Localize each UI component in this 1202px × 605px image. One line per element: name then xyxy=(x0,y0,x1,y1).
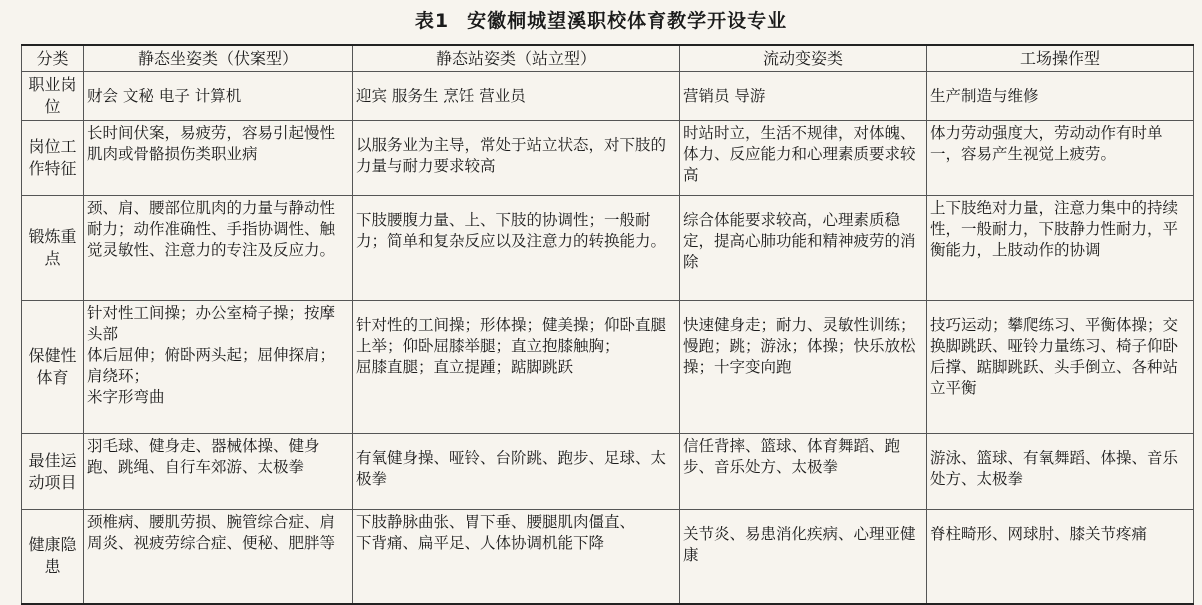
row-label-training-focus: 锻炼重点 xyxy=(22,196,84,301)
row-label-health-risks: 健康隐患 xyxy=(22,510,84,604)
header-category: 分类 xyxy=(22,45,84,72)
row-label-occupation: 职业岗位 xyxy=(22,72,84,121)
table-cell: 脊柱畸形、网球肘、膝关节疼痛 xyxy=(927,510,1194,604)
table-title: 安徽桐城望溪职校体育教学开设专业 xyxy=(467,10,788,32)
table-row xyxy=(22,196,1194,301)
table-row xyxy=(22,301,1194,434)
header-mobile-posture: 流动变姿类 xyxy=(680,45,927,72)
table-cell: 颈、肩、腰部位肌肉的力量与静动性耐力；动作准确性、手指协调性、触觉灵敏性、注意力的专注及反应力。 xyxy=(84,196,353,301)
header-row xyxy=(22,45,1194,72)
table-cell: 针对性的工间操；形体操；健美操；仰卧直腿上举；仰卧屈膝举腿；直立抱膝触胸； 屈膝直腿；直立提踵；踮脚跳跃 xyxy=(353,301,680,434)
row-label-job-features: 岗位工作特征 xyxy=(22,121,84,196)
table-cell: 针对性工间操；办公室椅子操；按摩头部 体后屈伸；俯卧两头起；屈伸探肩；肩绕环； 米字形弯曲 xyxy=(84,301,353,434)
table-cell: 财会 文秘 电子 计算机 xyxy=(84,72,353,121)
table-number: 表1 xyxy=(414,10,450,32)
header-standing-static: 静态站姿类（站立型） xyxy=(353,45,680,72)
row-label-best-sports: 最佳运动项目 xyxy=(22,434,84,510)
specialty-table xyxy=(21,44,1194,605)
table-row xyxy=(22,510,1194,604)
header-workshop-operation: 工场操作型 xyxy=(927,45,1194,72)
table-cell: 时站时立，生活不规律，对体魄、体力、反应能力和心理素质要求较高 xyxy=(680,121,927,196)
table-cell: 快速健身走；耐力、灵敏性训练；慢跑；跳；游泳；体操；快乐放松操；十字变向跑 xyxy=(680,301,927,434)
table-row xyxy=(22,72,1194,121)
table-row xyxy=(22,121,1194,196)
table-cell: 综合体能要求较高，心理素质稳定，提高心肺功能和精神疲劳的消除 xyxy=(680,196,927,301)
table-cell: 下肢腰腹力量、上、下肢的协调性；一般耐力；简单和复杂反应以及注意力的转换能力。 xyxy=(353,196,680,301)
table-cell: 信任背摔、篮球、体育舞蹈、跑步、音乐处方、太极拳 xyxy=(680,434,927,510)
table-cell: 下肢静脉曲张、胃下垂、腰腿肌肉僵直、 下背痛、扁平足、人体协调机能下降 xyxy=(353,510,680,604)
table-cell: 迎宾 服务生 烹饪 营业员 xyxy=(353,72,680,121)
table-row xyxy=(22,434,1194,510)
table-cell: 以服务业为主导，常处于站立状态，对下肢的力量与耐力要求较高 xyxy=(353,121,680,196)
table-cell: 长时间伏案，易疲劳，容易引起慢性肌肉或骨骼损伤类职业病 xyxy=(84,121,353,196)
table-cell: 有氧健身操、哑铃、台阶跳、跑步、足球、太极拳 xyxy=(353,434,680,510)
table-cell: 营销员 导游 xyxy=(680,72,927,121)
header-seated-static: 静态坐姿类（伏案型） xyxy=(84,45,353,72)
table-cell: 上下肢绝对力量，注意力集中的持续性，一般耐力，下肢静力性耐力，平衡能力，上肢动作的协调 xyxy=(927,196,1194,301)
table-caption xyxy=(0,6,1202,33)
table-cell: 技巧运动；攀爬练习、平衡体操；交换脚跳跃、哑铃力量练习、椅子仰卧后撑、踮脚跳跃、头手倒立、各种站立平衡 xyxy=(927,301,1194,434)
table-cell: 颈椎病、腰肌劳损、腕管综合症、肩周炎、视疲劳综合症、便秘、肥胖等 xyxy=(84,510,353,604)
row-label-health-pe: 保健性体育 xyxy=(22,301,84,434)
table-cell: 生产制造与维修 xyxy=(927,72,1194,121)
table-cell: 游泳、篮球、有氧舞蹈、体操、音乐处方、太极拳 xyxy=(927,434,1194,510)
table-cell: 羽毛球、健身走、器械体操、健身跑、跳绳、自行车郊游、太极拳 xyxy=(84,434,353,510)
table-cell: 体力劳动强度大，劳动动作有时单一，容易产生视觉上疲劳。 xyxy=(927,121,1194,196)
table-cell: 关节炎、易患消化疾病、心理亚健康 xyxy=(680,510,927,604)
